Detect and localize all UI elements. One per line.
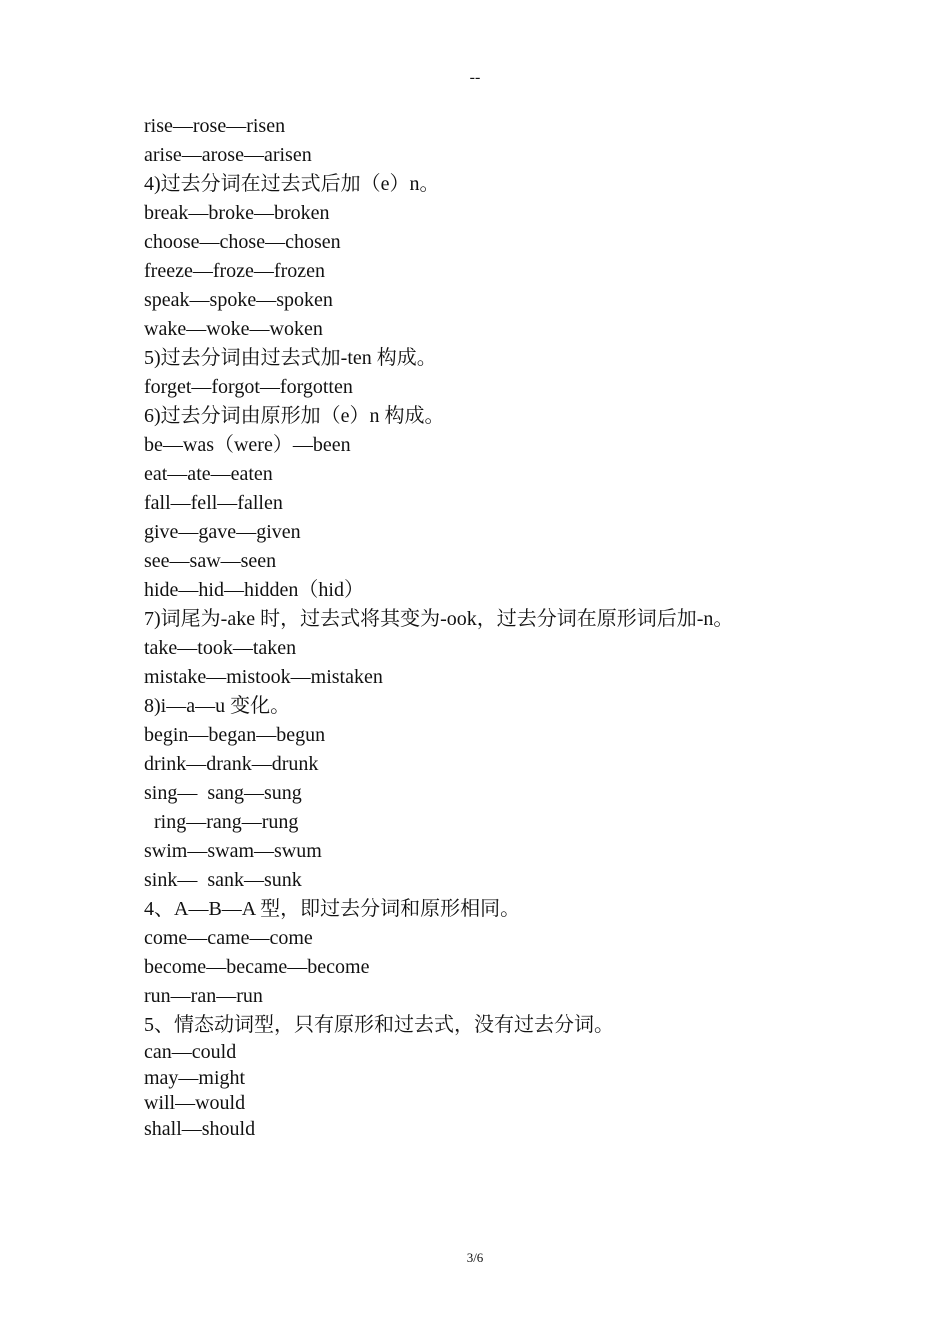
section-heading: 5)过去分词由过去式加-ten 构成。 (144, 347, 437, 369)
text-line: arise—arose—arisen (144, 144, 312, 166)
text-line: swim—swam—swum (144, 840, 322, 862)
text-line: can—could (144, 1041, 237, 1063)
text-line: mistake—mistook—mistaken (144, 666, 383, 688)
text-line: freeze—froze—frozen (144, 260, 325, 282)
header-mark: -- (469, 69, 481, 86)
text-line: give—gave—given (144, 521, 301, 543)
text-line: sink— sank—sunk (144, 869, 302, 891)
text-line: speak—spoke—spoken (144, 289, 333, 311)
text-line: see—saw—seen (144, 550, 277, 572)
page-number: 3/6 (466, 1250, 484, 1265)
text-line: drink—drank—drunk (144, 753, 319, 775)
section-heading: 6)过去分词由原形加（e）n 构成。 (144, 405, 445, 427)
text-line: begin—began—begun (144, 724, 326, 746)
section-heading: 8)i—a—u 变化。 (144, 695, 291, 717)
text-line: be—was（were）—been (144, 434, 351, 456)
text-line: wake—woke—woken (144, 318, 323, 340)
text-line: fall—fell—fallen (144, 492, 283, 514)
text-line: choose—chose—chosen (144, 231, 341, 253)
text-line: come—came—come (144, 927, 313, 949)
document-body (144, 112, 864, 1142)
text-line: take—took—taken (144, 637, 297, 659)
section-heading: 7)词尾为-ake 时，过去式将其变为-ook，过去分词在原形词后加-n。 (144, 608, 734, 630)
text-line: become—became—become (144, 956, 370, 978)
text-line: run—ran—run (144, 985, 263, 1007)
text-line: break—broke—broken (144, 202, 330, 224)
text-line: ring—rang—rung (144, 811, 299, 833)
text-line: sing— sang—sung (144, 782, 302, 804)
section-heading: 4)过去分词在过去式后加（e）n。 (144, 173, 440, 195)
text-line: hide—hid—hidden（hid） (144, 579, 364, 601)
text-line: rise—rose—risen (144, 115, 286, 137)
section-heading: 4、A—B—A 型，即过去分词和原形相同。 (144, 898, 521, 920)
section-heading: 5、情态动词型，只有原形和过去式，没有过去分词。 (144, 1014, 614, 1036)
text-line: may—might (144, 1066, 246, 1089)
text-line: will—would (144, 1092, 246, 1114)
text-line: eat—ate—eaten (144, 463, 273, 485)
text-line: shall—should (144, 1117, 256, 1140)
text-line: forget—forgot—forgotten (144, 376, 353, 398)
